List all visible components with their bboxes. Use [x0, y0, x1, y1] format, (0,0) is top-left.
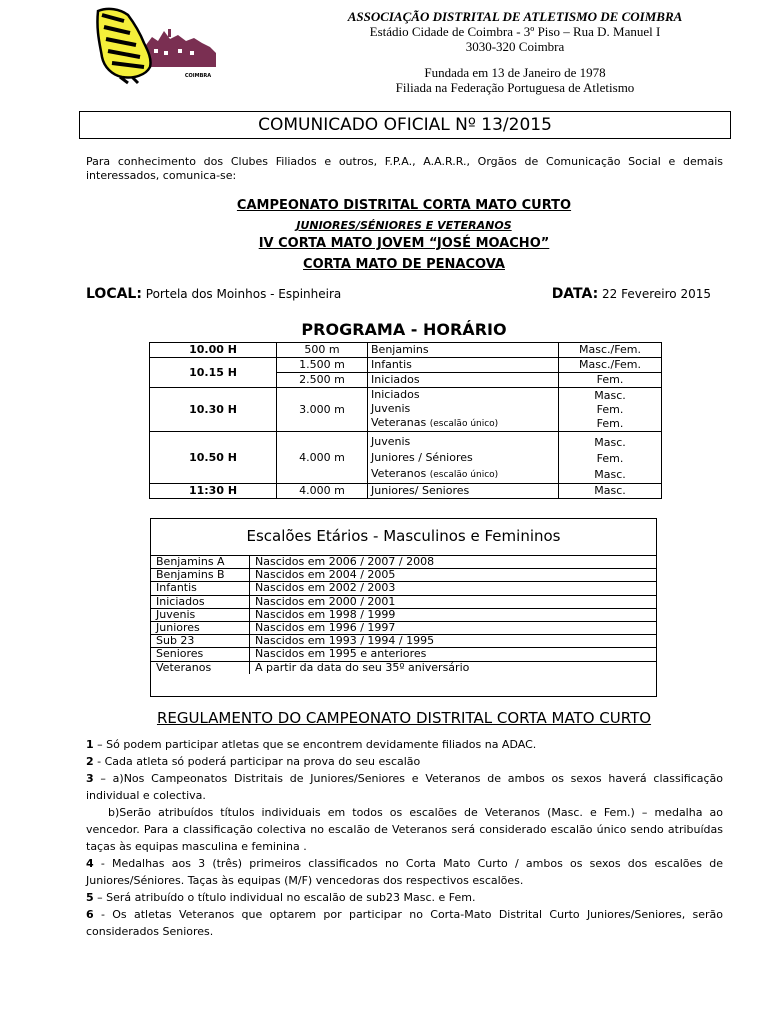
rule-item: b)Serão atribuídos títulos individuais em todos os escalões de Veteranos (Masc. e Fem.) – medalha ao vencedor. Para a classificação colectiva no escalão de Veteranos será considerado escalão único sendo atribuídas taças às equipas masculina e feminina . — [86, 806, 723, 853]
rule-item: 1 – Só podem participar atletas que se encontrem devidamente filiados na ADAC. — [86, 738, 537, 751]
rule-item: 6 - Os atletas Veteranos que optarem por participar no Corta-Mato Distrital Curto Juniores/Seniores, serão considerados Seniores. — [86, 908, 723, 938]
rule-item: 5 – Será atribuído o título individual no escalão de sub23 Masc. e Fem. — [86, 891, 476, 904]
intro-paragraph: Para conhecimento dos Clubes Filiados e outros, F.P.A., A.A.R.R., Orgãos de Comunicação Social e demais interessados, comunica-se: — [86, 155, 723, 182]
age-groups-table — [151, 556, 656, 674]
table-row: Juvenis Nascidos em 1998 / 1999 — [151, 608, 656, 621]
table-row: 10.30 H 3.000 m Iniciados Juvenis Veteranas (escalão único) Masc. Fem. Fem. — [150, 388, 662, 432]
location-date-row — [86, 286, 711, 302]
letterhead — [245, 9, 768, 95]
program-title: PROGRAMA - HORÁRIO — [301, 320, 507, 339]
table-row: 10.15 H 1.500 m Infantis Masc./Fem. — [150, 358, 662, 373]
location: LOCAL: Portela dos Moinhos - Espinheira — [86, 286, 342, 302]
event-title-1: CAMPEONATO DISTRITAL CORTA MATO CURTO — [236, 198, 572, 213]
event-title-3: IV CORTA MATO JOVEM “JOSÉ MOACHO” — [258, 236, 550, 251]
affiliation-line: Filiada na Federação Portuguesa de Atletismo — [395, 80, 635, 95]
rule-item: 4 - Medalhas aos 3 (três) primeiros classificados no Corta Mato Curto / ambos os sexos dos escalões de Juniores/Séniores. Taças às equipas (M/F) vencedoras dos respectivos escalões. — [86, 857, 723, 887]
table-row: Veteranos A partir da data do seu 35º aniversário — [151, 661, 656, 674]
table-row: 10.50 H 4.000 m Juvenis Juniores / Séniores Veteranos (escalão único) Masc. Fem. Masc. — [150, 432, 662, 484]
rule-item: 2 - Cada atleta só poderá participar na prova do seu escalão — [86, 755, 421, 768]
event-title-2: JUNIORES/SÉNIORES E VETERANOS — [296, 219, 512, 232]
communique-title: COMUNICADO OFICIAL Nº 13/2015 — [79, 111, 731, 139]
table-row: Sub 23 Nascidos em 1993 / 1994 / 1995 — [151, 635, 656, 648]
table-row: Juniores Nascidos em 1996 / 1997 — [151, 622, 656, 635]
regulation-rules — [86, 736, 723, 940]
rule-item: 3 – a)Nos Campeonatos Distritais de Juniores/Seniores e Veteranos de ambos os sexos haverá classificação individual e colectiva. — [86, 772, 723, 802]
table-row: Benjamins A Nascidos em 2006 / 2007 / 2008 — [151, 556, 656, 569]
founded-line: Fundada em 13 de Janeiro de 1978 — [424, 65, 606, 80]
table-row: 11:30 H 4.000 m Juniores/ Seniores Masc. — [150, 484, 662, 499]
age-groups-box — [150, 518, 657, 697]
table-row: Seniores Nascidos em 1995 e anteriores — [151, 648, 656, 661]
event-date: DATA: 22 Fevereiro 2015 — [551, 286, 711, 302]
regulation-title: REGULAMENTO DO CAMPEONATO DISTRITAL CORTA MATO CURTO — [156, 709, 652, 727]
address-line-2: 3030-320 Coimbra — [465, 39, 565, 54]
schedule-table — [149, 342, 662, 499]
table-row: Benjamins B Nascidos em 2004 / 2005 — [151, 569, 656, 582]
running-shoe-icon — [97, 9, 150, 83]
address-line-1: Estádio Cidade de Coimbra - 3º Piso – Rua D. Manuel I — [369, 24, 661, 39]
logo-caption: COIMBRA — [184, 73, 212, 79]
event-title-4: CORTA MATO DE PENACOVA — [303, 257, 505, 272]
table-row: Infantis Nascidos em 2002 / 2003 — [151, 582, 656, 595]
org-name: ASSOCIAÇÃO DISTRITAL DE ATLETISMO DE COIMBRA — [347, 9, 683, 24]
table-row: 2.500 m Iniciados Fem. — [150, 373, 662, 388]
association-logo — [94, 5, 218, 85]
age-groups-title: Escalões Etários - Masculinos e Femininos — [151, 519, 656, 556]
table-row: 10.00 H 500 m Benjamins Masc./Fem. — [150, 343, 662, 358]
table-row: Iniciados Nascidos em 2000 / 2001 — [151, 595, 656, 608]
